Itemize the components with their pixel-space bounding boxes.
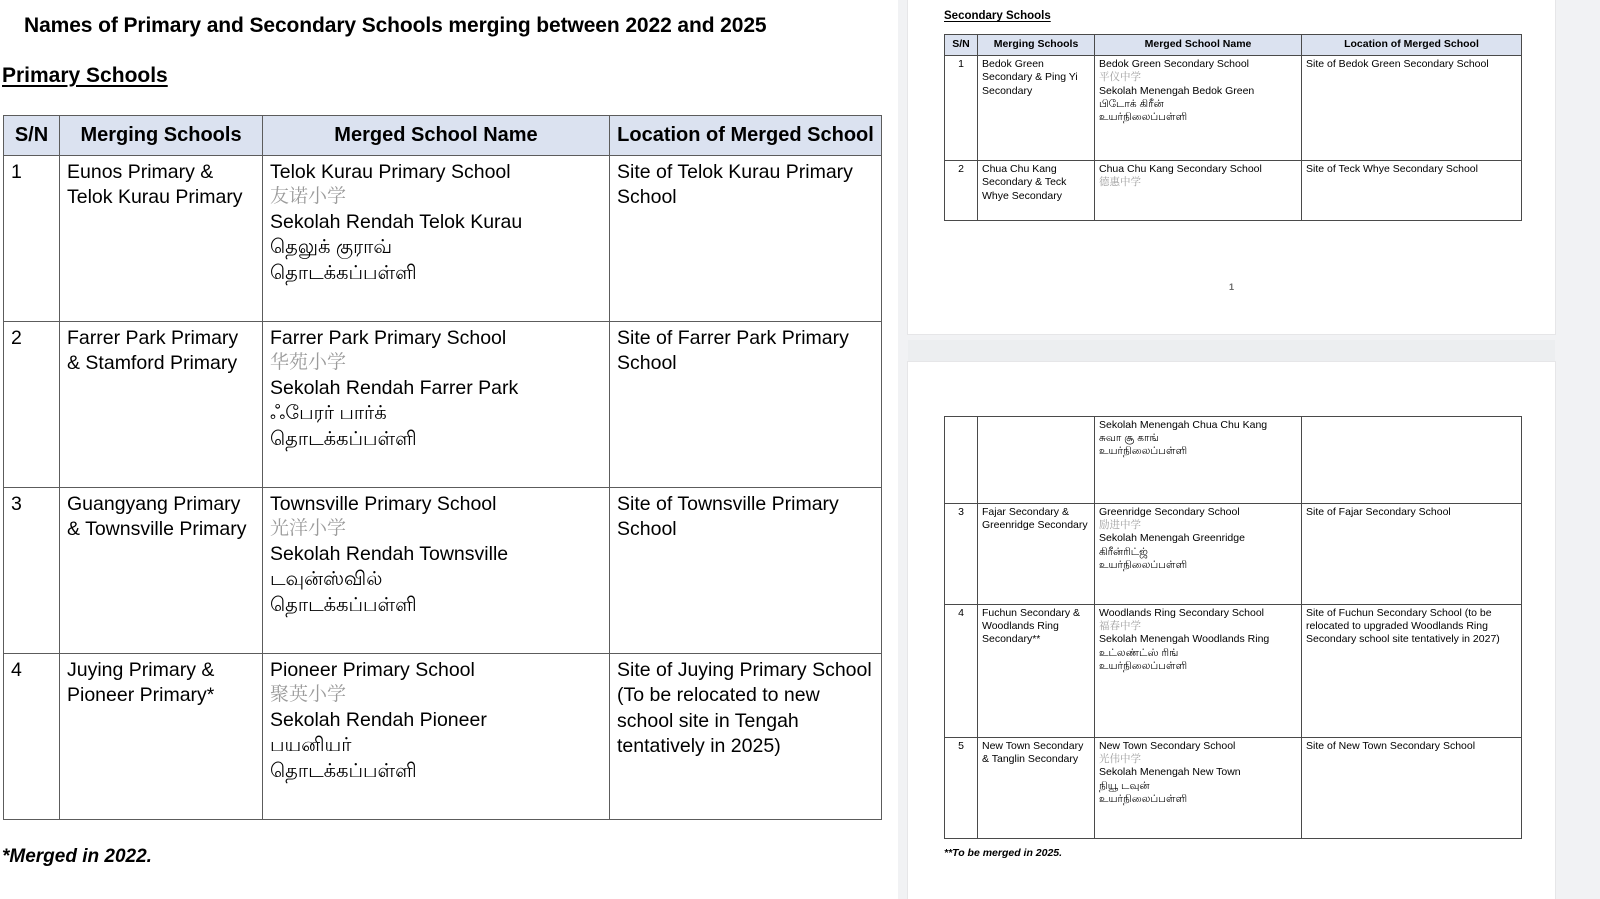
name-chinese: 福春中学 bbox=[1099, 620, 1141, 633]
table-row bbox=[945, 738, 1522, 839]
name-tamil-line1: நியூ டவுன் bbox=[1099, 779, 1150, 792]
name-chinese: 励进中学 bbox=[1099, 519, 1141, 532]
cell-sn: 2 bbox=[945, 161, 978, 221]
cell-merged-school-name bbox=[263, 322, 610, 488]
cell-merged-school-name bbox=[1095, 504, 1302, 605]
cell-merging-schools bbox=[978, 417, 1095, 504]
name-malay: Sekolah Rendah Telok Kurau bbox=[270, 211, 523, 234]
primary-schools-heading: Primary Schools bbox=[2, 64, 168, 87]
name-chinese: 华苑小学 bbox=[270, 352, 347, 374]
name-malay: Sekolah Menengah New Town bbox=[1099, 766, 1241, 779]
table-row bbox=[4, 156, 882, 322]
cell-sn bbox=[945, 417, 978, 504]
name-tamil-line1: உட்லண்ட்ஸ் ரிங் bbox=[1099, 646, 1179, 659]
page-separator bbox=[908, 340, 1555, 362]
name-chinese: 友诺小学 bbox=[270, 186, 347, 208]
name-tamil-line1: சுவா சூ காங் bbox=[1099, 432, 1159, 445]
cell-location: Site of Farrer Park Primary School bbox=[610, 322, 882, 488]
name-tamil-line1: கிரீன்ரிட்ஜ் bbox=[1099, 545, 1148, 558]
cell-merged-school-name bbox=[263, 156, 610, 322]
name-malay: Sekolah Menengah Woodlands Ring bbox=[1099, 633, 1270, 646]
cell-merging-schools: Fajar Secondary & Greenridge Secondary bbox=[978, 504, 1095, 605]
name-tamil-line2: உயர்நிலைப்பள்ளி bbox=[1099, 445, 1188, 458]
name-tamil-line1: பயனியர் bbox=[270, 734, 352, 757]
name-tamil-line2: தொடக்கப்பள்ளி bbox=[270, 427, 417, 450]
cell-location: Site of Juying Primary School (To be relocated to new school site in Tengah tentatively in 2025) bbox=[610, 654, 882, 820]
secondary-schools-table-page2 bbox=[944, 416, 1522, 839]
cell-location: Site of Bedok Green Secondary School bbox=[1302, 56, 1522, 161]
name-chinese: 光洋小学 bbox=[270, 518, 347, 540]
cell-location: Site of New Town Secondary School bbox=[1302, 738, 1522, 839]
cell-merged-school-name bbox=[1095, 738, 1302, 839]
cell-location: Site of Fajar Secondary School bbox=[1302, 504, 1522, 605]
cell-merging-schools: Fuchun Secondary & Woodlands Ring Secondary** bbox=[978, 605, 1095, 738]
name-chinese: 德惠中学 bbox=[1099, 176, 1141, 189]
cell-location: Site of Townsville Primary School bbox=[610, 488, 882, 654]
name-en: Pioneer Primary School bbox=[270, 659, 475, 681]
table-row bbox=[945, 161, 1522, 221]
name-en: Bedok Green Secondary School bbox=[1099, 58, 1250, 71]
name-tamil-line1: ஃபேரர் பார்க் bbox=[270, 402, 387, 425]
cell-merged-school-name bbox=[263, 488, 610, 654]
cell-sn: 3 bbox=[4, 488, 60, 654]
column-header-sn: S/N bbox=[4, 116, 60, 156]
name-en: Chua Chu Kang Secondary School bbox=[1099, 163, 1262, 176]
table-row bbox=[4, 488, 882, 654]
primary-schools-table bbox=[3, 115, 882, 820]
name-tamil-line1: டவுன்ஸ்வில் bbox=[270, 568, 383, 591]
thumbnail-page-1[interactable] bbox=[908, 0, 1555, 334]
name-malay: Sekolah Menengah Bedok Green bbox=[1099, 84, 1255, 97]
cell-merged-school-name bbox=[263, 654, 610, 820]
name-tamil-line2: தொடக்கப்பள்ளி bbox=[270, 759, 417, 782]
cell-merged-school-name bbox=[1095, 605, 1302, 738]
name-en: Woodlands Ring Secondary School bbox=[1099, 607, 1264, 619]
cell-sn: 2 bbox=[4, 322, 60, 488]
page-thumbnails-pane[interactable] bbox=[898, 0, 1600, 899]
name-en: New Town Secondary School bbox=[1099, 740, 1236, 752]
table-header-row bbox=[4, 116, 882, 156]
secondary-footnote: **To be merged in 2025. bbox=[944, 847, 1063, 859]
column-header-merging-schools: Merging Schools bbox=[978, 35, 1095, 56]
cell-sn: 4 bbox=[945, 605, 978, 738]
cell-merging-schools: Eunos Primary & Telok Kurau Primary bbox=[60, 156, 263, 322]
name-malay: Sekolah Rendah Farrer Park bbox=[270, 377, 519, 400]
name-malay: Sekolah Menengah Chua Chu Kang bbox=[1099, 419, 1268, 431]
thumbnail-page-2[interactable] bbox=[908, 362, 1555, 899]
cell-sn: 1 bbox=[4, 156, 60, 322]
cell-location: Site of Teck Whye Secondary School bbox=[1302, 161, 1522, 221]
column-header-location: Location of Merged School bbox=[1302, 35, 1522, 56]
table-row bbox=[4, 654, 882, 820]
cell-merged-school-name bbox=[1095, 161, 1302, 221]
name-chinese: 光伟中学 bbox=[1099, 753, 1141, 766]
cell-sn: 5 bbox=[945, 738, 978, 839]
table-row bbox=[945, 56, 1522, 161]
name-en: Townsville Primary School bbox=[270, 493, 497, 515]
table-row bbox=[4, 322, 882, 488]
cell-sn: 1 bbox=[945, 56, 978, 161]
name-en: Greenridge Secondary School bbox=[1099, 506, 1240, 518]
column-header-merged-school-name: Merged School Name bbox=[263, 116, 610, 156]
primary-footnote: *Merged in 2022. bbox=[2, 846, 152, 867]
name-malay: Sekolah Menengah Greenridge bbox=[1099, 532, 1245, 545]
cell-location bbox=[1302, 417, 1522, 504]
name-en: Farrer Park Primary School bbox=[270, 327, 507, 349]
name-tamil-line1: தெலுக் குராவ் bbox=[270, 236, 392, 259]
column-header-location: Location of Merged School bbox=[610, 116, 882, 156]
name-malay: Sekolah Rendah Townsville bbox=[270, 543, 509, 566]
column-header-sn: S/N bbox=[945, 35, 978, 56]
name-en: Telok Kurau Primary School bbox=[270, 161, 511, 183]
cell-merged-school-name bbox=[1095, 56, 1302, 161]
cell-merged-school-name bbox=[1095, 417, 1302, 504]
column-header-merging-schools: Merging Schools bbox=[60, 116, 263, 156]
table-row bbox=[945, 417, 1522, 504]
column-header-merged-school-name: Merged School Name bbox=[1095, 35, 1302, 56]
name-tamil-line2: உயர்நிலைப்பள்ளி bbox=[1099, 558, 1188, 571]
secondary-schools-table-page1 bbox=[944, 34, 1522, 221]
cell-sn: 4 bbox=[4, 654, 60, 820]
cell-merging-schools: Bedok Green Secondary & Ping Yi Secondary bbox=[978, 56, 1095, 161]
cell-location: Site of Fuchun Secondary School (to be relocated to upgraded Woodlands Ring Secondary school site tentatively in 2027) bbox=[1302, 605, 1522, 738]
name-chinese: 平仪中学 bbox=[1099, 71, 1141, 84]
page-number: 1 bbox=[1228, 282, 1234, 292]
name-tamil-line2: உயர்நிலைப்பள்ளி bbox=[1099, 659, 1188, 672]
name-tamil-line1: பிடோக் கிரீன் bbox=[1099, 97, 1164, 110]
cell-sn: 3 bbox=[945, 504, 978, 605]
table-row bbox=[945, 605, 1522, 738]
name-tamil-line2: தொடக்கப்பள்ளி bbox=[270, 261, 417, 284]
name-malay: Sekolah Rendah Pioneer bbox=[270, 709, 487, 732]
secondary-schools-heading: Secondary Schools bbox=[944, 10, 1051, 22]
cell-merging-schools: Farrer Park Primary & Stamford Primary bbox=[60, 322, 263, 488]
table-header-row bbox=[945, 35, 1522, 56]
table-row bbox=[945, 504, 1522, 605]
cell-merging-schools: Guangyang Primary & Townsville Primary bbox=[60, 488, 263, 654]
name-tamil-line2: தொடக்கப்பள்ளி bbox=[270, 593, 417, 616]
name-chinese: 聚英小学 bbox=[270, 684, 347, 706]
name-tamil-line2: உயர்நிலைப்பள்ளி bbox=[1099, 792, 1188, 805]
name-tamil-line2: உயர்நிலைப்பள்ளி bbox=[1099, 111, 1188, 124]
cell-location: Site of Telok Kurau Primary School bbox=[610, 156, 882, 322]
cell-merging-schools: New Town Secondary & Tanglin Secondary bbox=[978, 738, 1095, 839]
page-title: Names of Primary and Secondary Schools merging between 2022 and 2025 bbox=[24, 14, 767, 37]
cell-merging-schools: Juying Primary & Pioneer Primary* bbox=[60, 654, 263, 820]
cell-merging-schools: Chua Chu Kang Secondary & Teck Whye Secondary bbox=[978, 161, 1095, 221]
